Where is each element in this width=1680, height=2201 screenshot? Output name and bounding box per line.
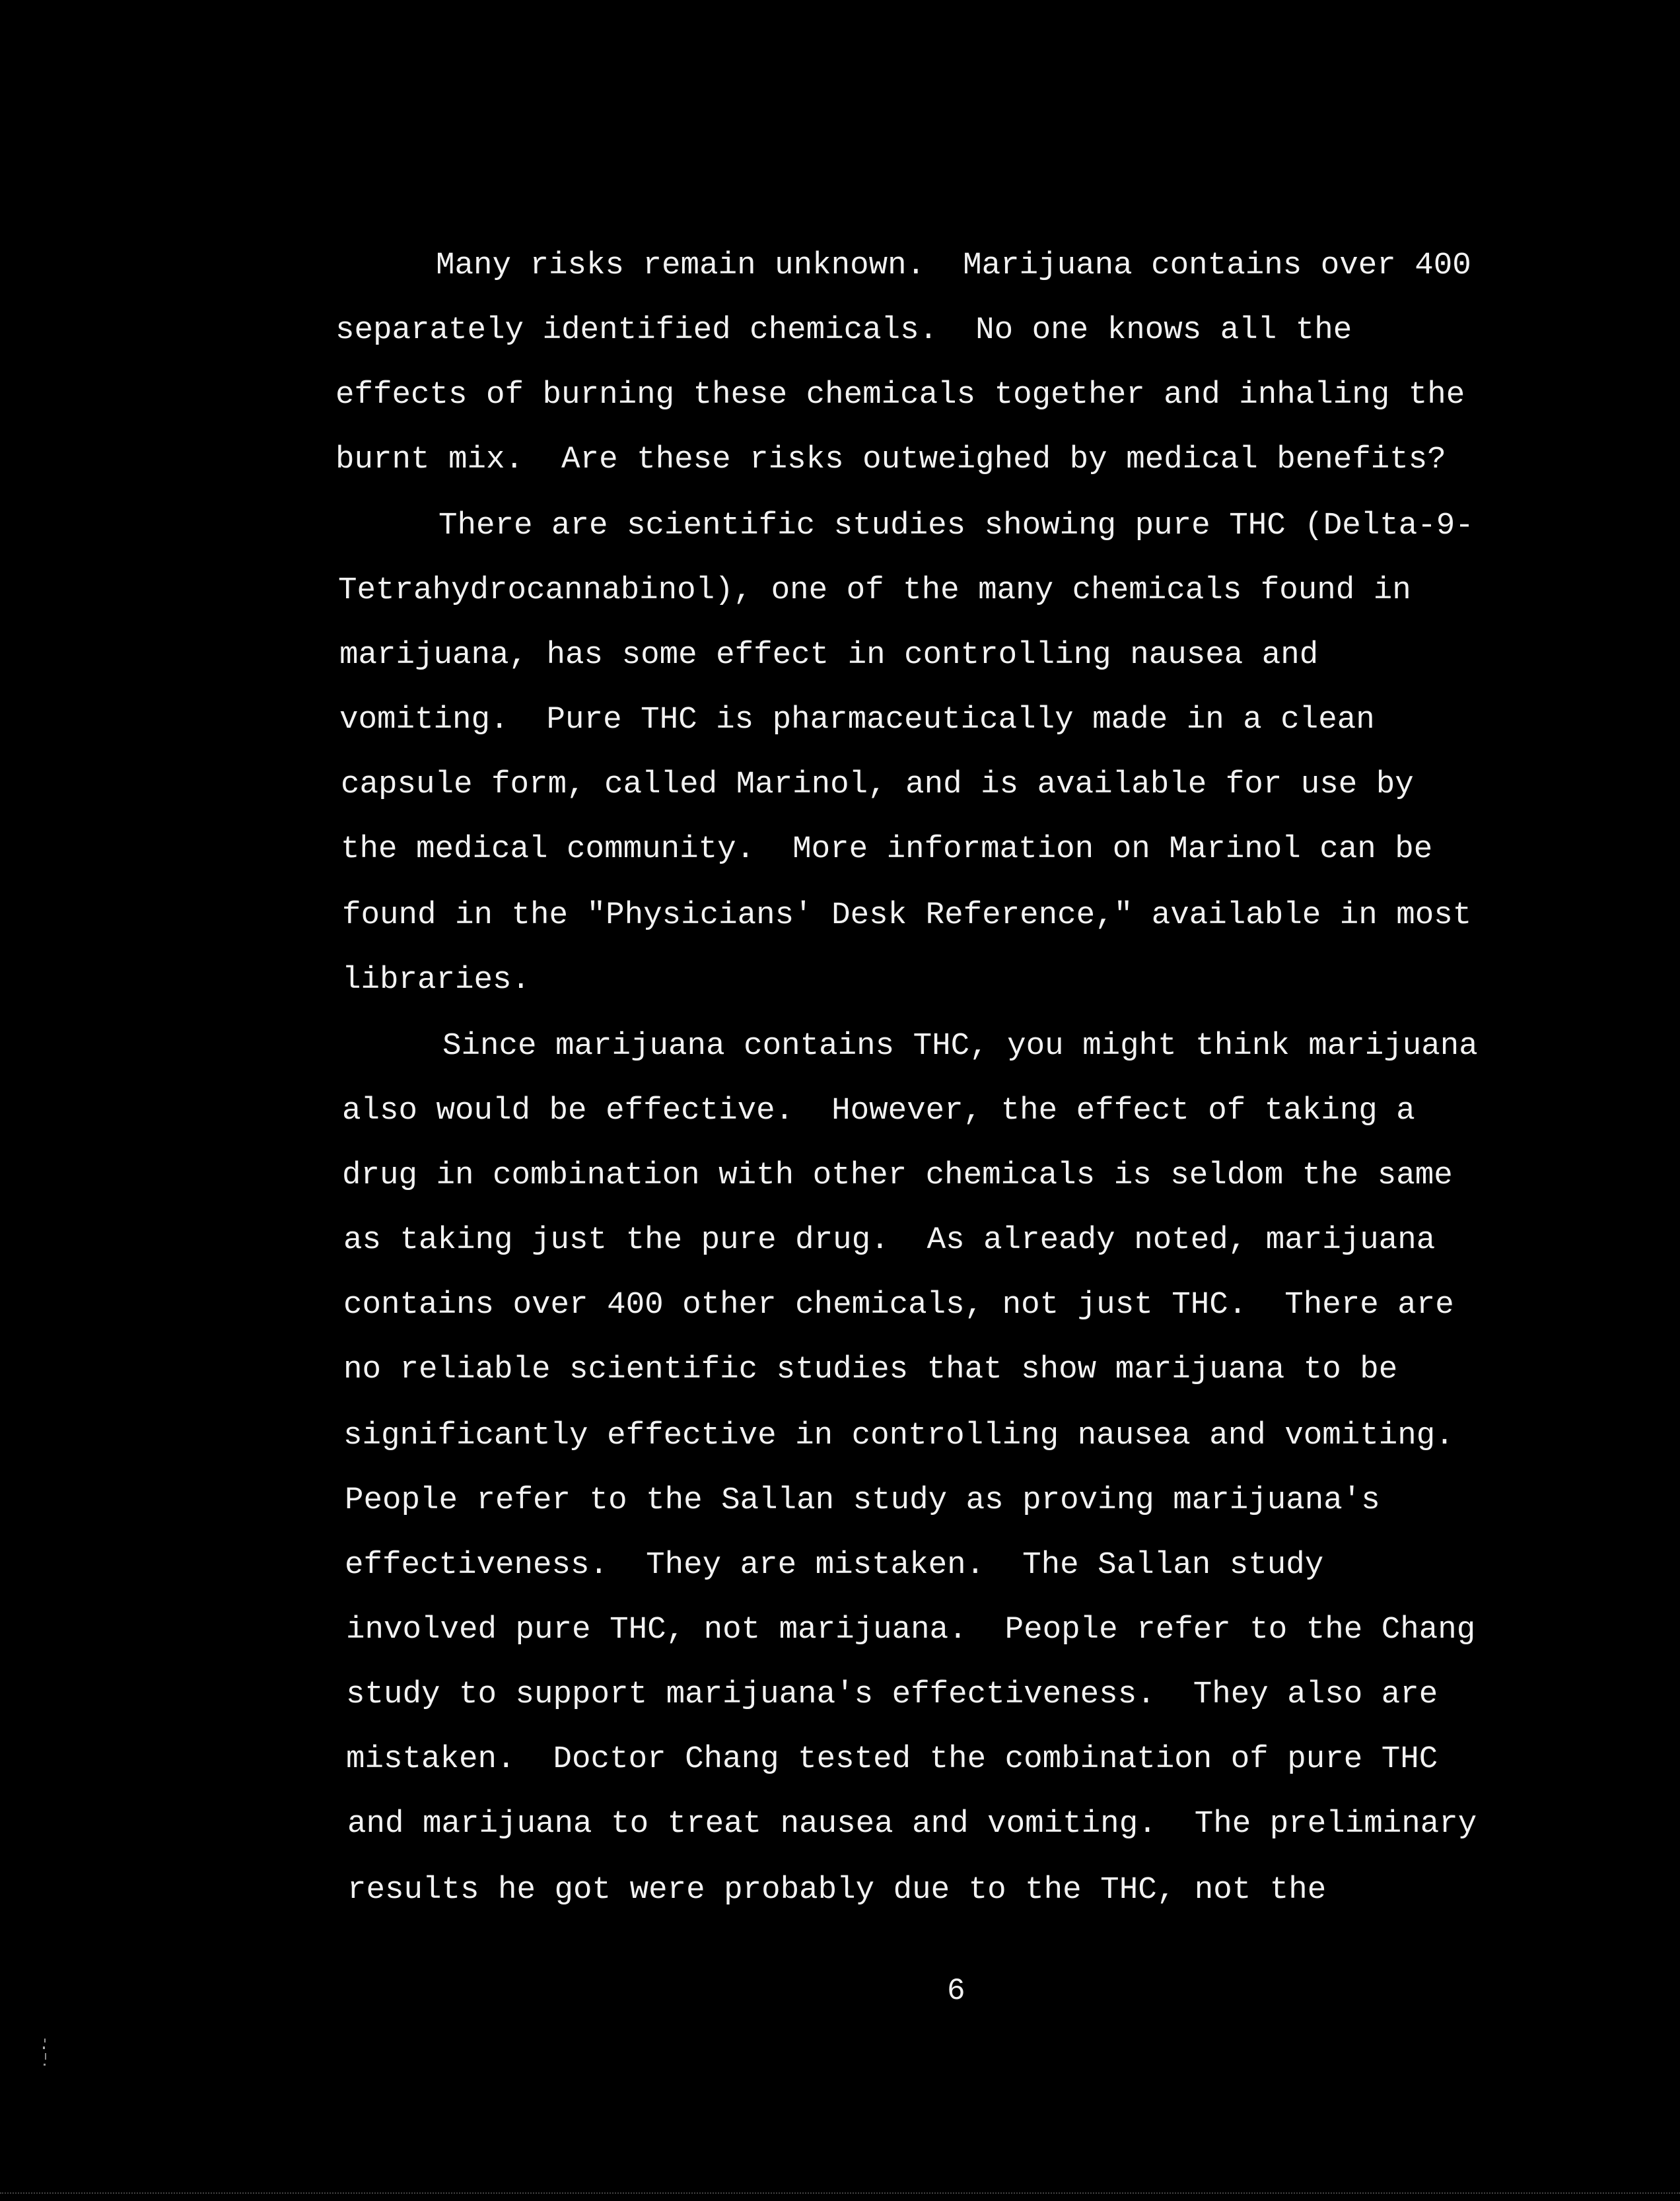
scan-artifact — [41, 2037, 49, 2077]
text-line-25: and marijuana to treat nausea and vomiting. The preliminary — [347, 1806, 1477, 1842]
text-line-24: mistaken. Doctor Chang tested the combination of pure THC — [346, 1741, 1438, 1777]
text-line-16: as taking just the pure drug. As already noted, marijuana — [343, 1222, 1436, 1258]
text-line-18: no reliable scientific studies that show marijuana to be — [343, 1352, 1398, 1387]
text-line-3: effects of burning these chemicals together and inhaling the — [335, 377, 1465, 413]
text-line-22: involved pure THC, not marijuana. People refer to the Chang — [346, 1612, 1476, 1648]
text-line-21: effectiveness. They are mistaken. The Sallan study — [345, 1547, 1324, 1583]
scan-artifact-mark — [41, 2037, 49, 2077]
bottom-edge-noise — [0, 2192, 1680, 2195]
text-line-23: study to support marijuana's effectiveness. They also are — [346, 1677, 1438, 1712]
text-line-2: separately identified chemicals. No one knows all the — [335, 312, 1352, 348]
text-line-4: burnt mix. Are these risks outweighed by medical benefits? — [335, 442, 1446, 477]
text-line-5: There are scientific studies showing pure THC (Delta-9- — [438, 508, 1474, 543]
text-line-26: results he got were probably due to the THC, not the — [347, 1872, 1327, 1908]
text-line-6: Tetrahydrocannabinol), one of the many chemicals found in — [338, 573, 1411, 608]
text-line-15: drug in combination with other chemicals is seldom the same — [342, 1158, 1453, 1193]
text-line-1: Many risks remain unknown. Marijuana contains over 400 — [436, 248, 1471, 283]
text-line-8: vomiting. Pure THC is pharmaceutically made in a clean — [339, 702, 1375, 738]
text-line-14: also would be effective. However, the effect of taking a — [342, 1093, 1415, 1129]
text-line-10: the medical community. More information on Marinol can be — [341, 831, 1433, 867]
text-line-9: capsule form, called Marinol, and is available for use by — [341, 767, 1414, 802]
text-line-19: significantly effective in controlling nausea and vomiting. — [343, 1418, 1454, 1453]
text-line-13: Since marijuana contains THC, you might think marijuana — [442, 1028, 1478, 1064]
text-line-7: marijuana, has some effect in controlling nausea and — [339, 637, 1319, 673]
text-line-12: libraries. — [342, 962, 531, 998]
text-line-11: found in the "Physicians' Desk Reference," available in most — [342, 897, 1472, 933]
text-line-20: People refer to the Sallan study as proving marijuana's — [345, 1483, 1380, 1518]
text-line-17: contains over 400 other chemicals, not just THC. There are — [343, 1287, 1454, 1323]
page-number: 6 — [947, 1974, 965, 2008]
